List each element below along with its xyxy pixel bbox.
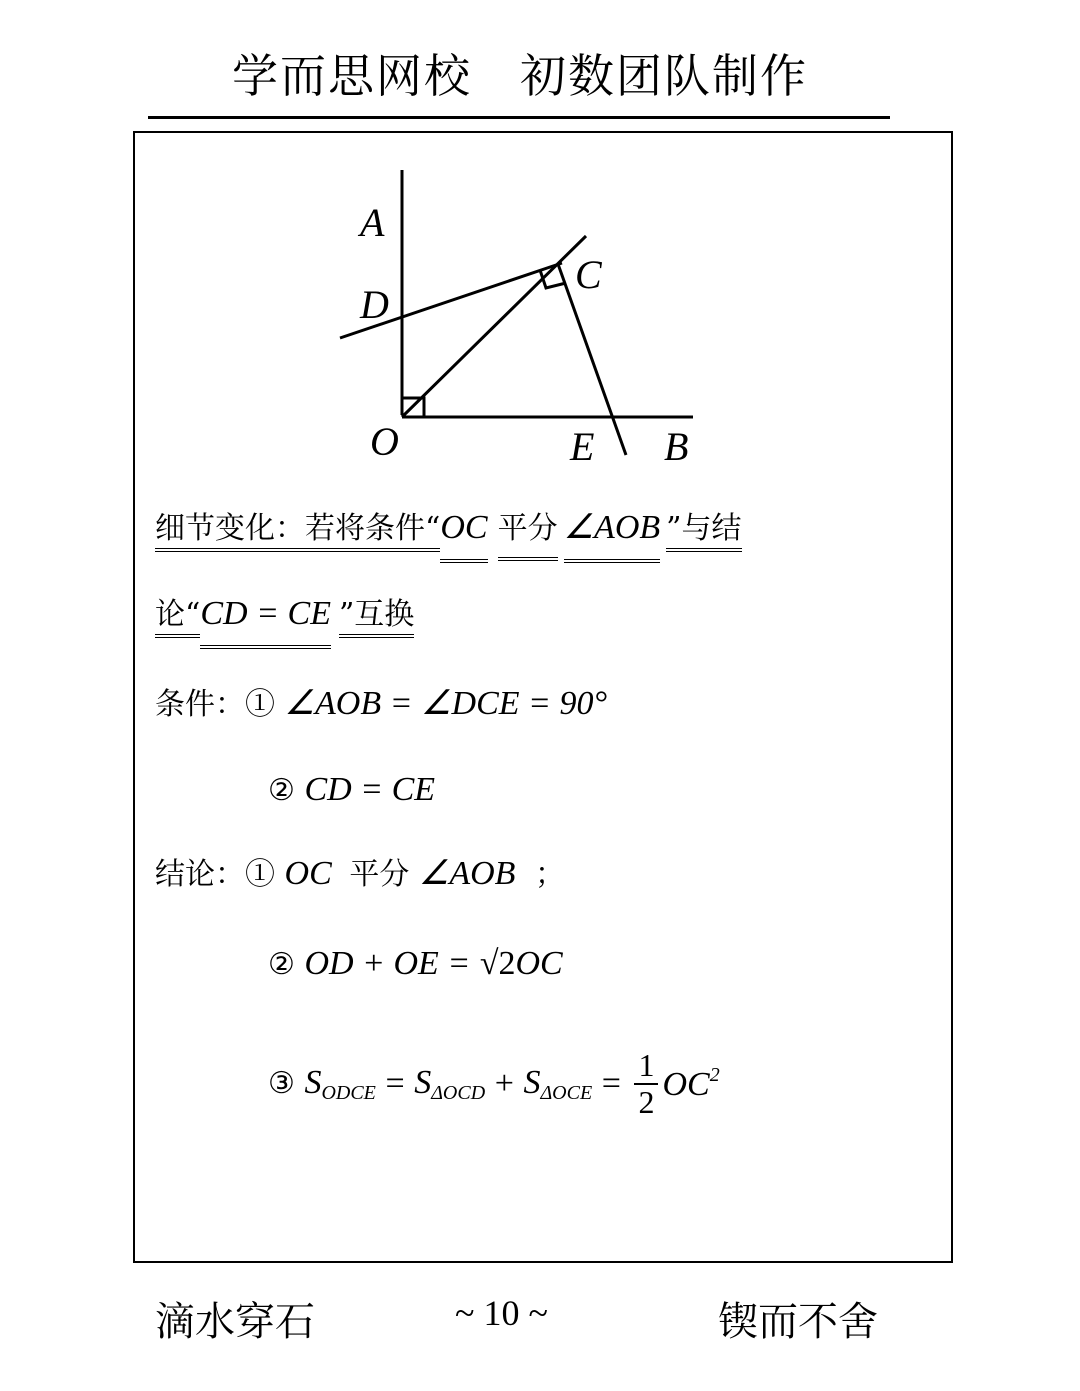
intro-line-2: 论“CD = CE ”互换	[155, 594, 414, 649]
conclusion-2: ② OD + OE = √2OC	[268, 945, 563, 982]
condition-2: ② CD = CE	[268, 771, 436, 808]
condition-1: 条件：① ∠AOB = ∠DCE = 90°	[155, 685, 608, 722]
label-e: E	[570, 424, 595, 469]
conclusion-1: 结论：① OC 平分 ∠AOB ；	[155, 855, 565, 892]
page-header-title: 学而思网校 初数团队制作	[232, 49, 808, 103]
footer-page-number: ~ 10 ~	[455, 1293, 548, 1333]
geometry-figure	[0, 0, 1080, 520]
label-b: B	[664, 424, 689, 469]
label-a: A	[360, 200, 385, 245]
footer-left-motto: 滴水穿石	[155, 1299, 315, 1345]
footer-right-motto: 锲而不舍	[718, 1299, 878, 1345]
label-c: C	[575, 252, 602, 297]
conclusion-3: ③ $S_{ODCE} = S_{\Delta OCD} + S_{\Delta OCE}$ = $\frac{1}{2}$ $OC^2$	[268, 1047, 720, 1121]
label-o: O	[370, 419, 399, 464]
fraction-one-half: $\frac{1}{2}$	[634, 1048, 658, 1120]
label-d: D	[360, 282, 389, 327]
intro-line-1: 细节变化：若将条件“OC 平分 ∠AOB ”与结	[155, 508, 742, 563]
